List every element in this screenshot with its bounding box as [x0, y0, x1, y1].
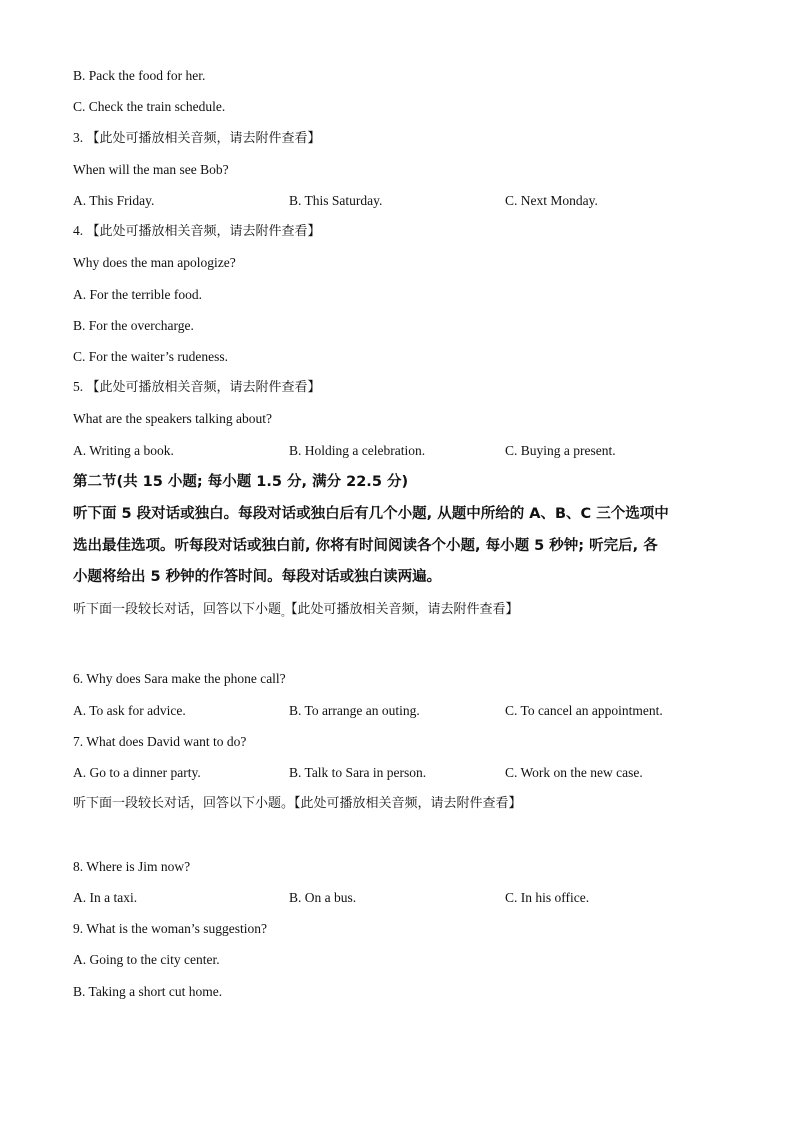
- q6-option-b: B. To arrange an outing.: [289, 703, 420, 718]
- q3-audio-note[interactable]: 【此处可播放相关音频，请去附件查看】: [86, 131, 321, 146]
- q6-option-c: C. To cancel an appointment.: [505, 703, 663, 718]
- q4-header: [73, 222, 321, 241]
- q3-option-b: B. This Saturday.: [289, 193, 383, 208]
- q4-audio-note[interactable]: 【此处可播放相关音频，请去附件查看】: [86, 224, 321, 239]
- q4-number: 4.: [73, 223, 84, 238]
- q3-option-c: C. Next Monday.: [505, 193, 598, 208]
- q8-option-a: A. In a taxi.: [73, 890, 138, 905]
- q2-option-c: C. Check the train schedule.: [73, 99, 226, 114]
- q3-question: When will the man see Bob?: [73, 162, 229, 177]
- q5-number: 5.: [73, 379, 84, 394]
- q4-option-a: A. For the terrible food.: [73, 287, 202, 302]
- q5-option-b: B. Holding a celebration.: [289, 443, 426, 458]
- q5-question: What are the speakers talking about?: [73, 411, 273, 426]
- q4-question: Why does the man apologize?: [73, 255, 236, 270]
- q5-option-c: C. Buying a present.: [505, 443, 616, 458]
- section2-instruction-3: 小题将给出 5 秒钟的作答时间。每段对话或独白读两遍。: [73, 569, 442, 585]
- q8-question: 8. Where is Jim now?: [73, 859, 191, 874]
- q3-number: 3.: [73, 130, 84, 145]
- q6-option-a: A. To ask for advice.: [73, 703, 186, 718]
- q7-option-b: B. Talk to Sara in person.: [289, 765, 427, 780]
- dialogue1-audio-note[interactable]: 【此处可播放相关音频，请去附件查看】: [291, 602, 519, 617]
- q2-option-b: B. Pack the food for her.: [73, 68, 206, 83]
- section2-instruction-2: 选出最佳选项。听每段对话或独白前, 你将有时间阅读各个小题, 每小题 5 秒钟; 听完后, 各: [73, 538, 658, 554]
- q5-audio-note[interactable]: 【此处可播放相关音频，请去附件查看】: [86, 380, 321, 395]
- section2-heading: 第二节(共 15 小题; 每小题 1.5 分, 满分 22.5 分): [73, 474, 409, 490]
- q7-option-c: C. Work on the new case.: [505, 765, 643, 780]
- q4-option-c: C. For the waiter’s rudeness.: [73, 349, 228, 364]
- dialogue2-intro[interactable]: 听下面一段较长对话，回答以下小题。【此处可播放相关音频，请去附件查看】: [73, 796, 522, 811]
- q4-option-b: B. For the overcharge.: [73, 318, 194, 333]
- q5-header: [73, 378, 321, 397]
- dialogue1-intro: 听下面一段较长对话，回答以下小题$_。$【此处可播放相关音频，请去附件查看】: [73, 602, 519, 619]
- q5-option-a: A. Writing a book.: [73, 443, 174, 458]
- q3-option-a: A. This Friday.: [73, 193, 155, 208]
- q6-question: 6. Why does Sara make the phone call?: [73, 671, 286, 686]
- q9-question: 9. What is the woman’s suggestion?: [73, 921, 267, 936]
- q8-option-c: C. In his office.: [505, 890, 590, 905]
- q7-question: 7. What does David want to do?: [73, 734, 247, 749]
- q9-option-a: A. Going to the city center.: [73, 952, 220, 967]
- q9-option-b: B. Taking a short cut home.: [73, 984, 223, 999]
- section2-instruction-1: 听下面 5 段对话或独白。每段对话或独白后有几个小题, 从题中所给的 A、B、C 三个选项中: [73, 506, 669, 522]
- q7-option-a: A. Go to a dinner party.: [73, 765, 201, 780]
- q8-option-b: B. On a bus.: [289, 890, 357, 905]
- q3-header: [73, 129, 321, 148]
